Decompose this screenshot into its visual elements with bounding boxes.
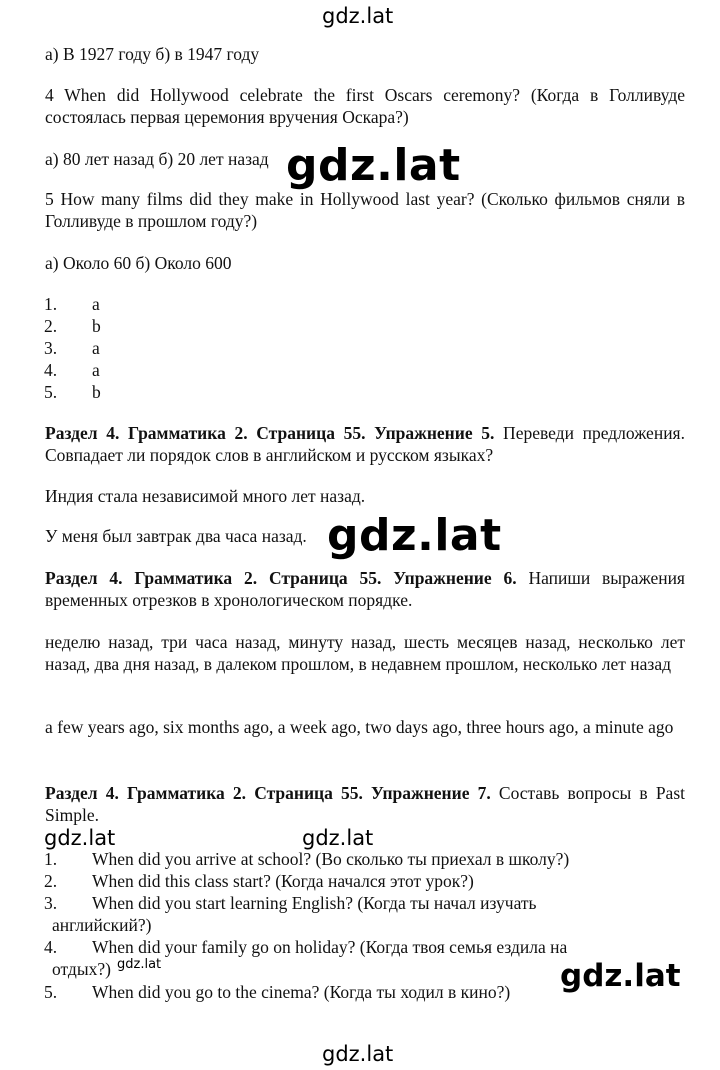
exercise-6-task: Напиши выражения временных отрезков в хронологическом порядке. (45, 568, 685, 610)
list-item: When did this class start? (Когда начался этот урок?) (92, 871, 474, 891)
watermark-large-1: gdz.lat (286, 140, 461, 191)
answer-value: b (92, 382, 101, 402)
exercise-6-russian-list: неделю назад, три часа назад, минуту назад, шесть месяцев назад, несколько лет назад, два дня назад, в далеком прошлом, в недавнем прошлом, несколько лет назад (45, 632, 685, 674)
watermark-bottom: gdz.lat (322, 1042, 394, 1066)
exercise-6-english-answer: a few years ago, six months ago, a week ago, two days ago, three hours ago, a minute ago (45, 717, 674, 737)
question-4: 4 When did Hollywood celebrate the first Oscars ceremony? (Когда в Голливуде состоялась первая церемония вручения Оскара?) (45, 85, 685, 127)
answer-number: 2. (44, 316, 58, 336)
question-5: 5 How many films did they make in Hollywood last year? (Сколько фильмов сняли в Голливуде в прошлом году?) (45, 189, 685, 231)
list-item-number: 1. (44, 849, 58, 869)
watermark-mid-small: gdz.lat (302, 826, 374, 850)
watermark-tiny: gdz.lat (117, 957, 162, 972)
answer-number: 1. (44, 294, 58, 314)
answer-number: 4. (44, 360, 58, 380)
answer-value: a (92, 294, 100, 314)
exercise-6-paragraph (45, 567, 685, 611)
list-item-number: 5. (44, 982, 58, 1002)
answer-value: b (92, 316, 101, 336)
exercise-7-heading: Раздел 4. Грамматика 2. Страница 55. Упражнение 7. (45, 783, 491, 803)
exercise-5-line-2: У меня был завтрак два часа назад. (45, 526, 307, 546)
q4-options: а) 80 лет назад б) 20 лет назад (45, 149, 269, 169)
watermark-left-small: gdz.lat (44, 826, 116, 850)
exercise-6-heading: Раздел 4. Грамматика 2. Страница 55. Упражнение 6. (45, 568, 517, 588)
list-item: When did you start learning English? (Когда ты начал изучать английский?) (52, 893, 537, 935)
exercise-5-heading: Раздел 4. Грамматика 2. Страница 55. Упражнение 5. (45, 423, 495, 443)
watermark-top: gdz.lat (322, 4, 394, 28)
exercise-5-task: Переведи предложения. Совпадает ли порядок слов в английском и русском языках? (45, 423, 685, 465)
exercise-7-task: Составь вопросы в Past Simple. (45, 783, 685, 825)
list-item-number: 4. (44, 937, 58, 957)
q3-options: а) В 1927 году б) в 1947 году (45, 44, 260, 64)
answer-value: a (92, 360, 100, 380)
exercise-5-paragraph (45, 422, 685, 466)
answer-number: 3. (44, 338, 58, 358)
list-item-number: 2. (44, 871, 58, 891)
q5-options: а) Около 60 б) Около 600 (45, 253, 232, 273)
answer-number: 5. (44, 382, 58, 402)
list-item: When did you go to the cinema? (Когда ты ходил в кино?) (92, 982, 511, 1002)
watermark-right-medium: gdz.lat (560, 958, 681, 994)
list-item-number: 3. (44, 893, 58, 913)
exercise-5-line-1: Индия стала независимой много лет назад. (45, 486, 366, 506)
exercise-7-paragraph (45, 782, 685, 826)
watermark-large-2: gdz.lat (327, 510, 502, 561)
answer-value: a (92, 338, 100, 358)
list-item: When did your family go on holiday? (Когда твоя семья ездила на отдых?) (52, 937, 568, 979)
list-item: When did you arrive at school? (Во сколько ты приехал в школу?) (92, 849, 570, 869)
